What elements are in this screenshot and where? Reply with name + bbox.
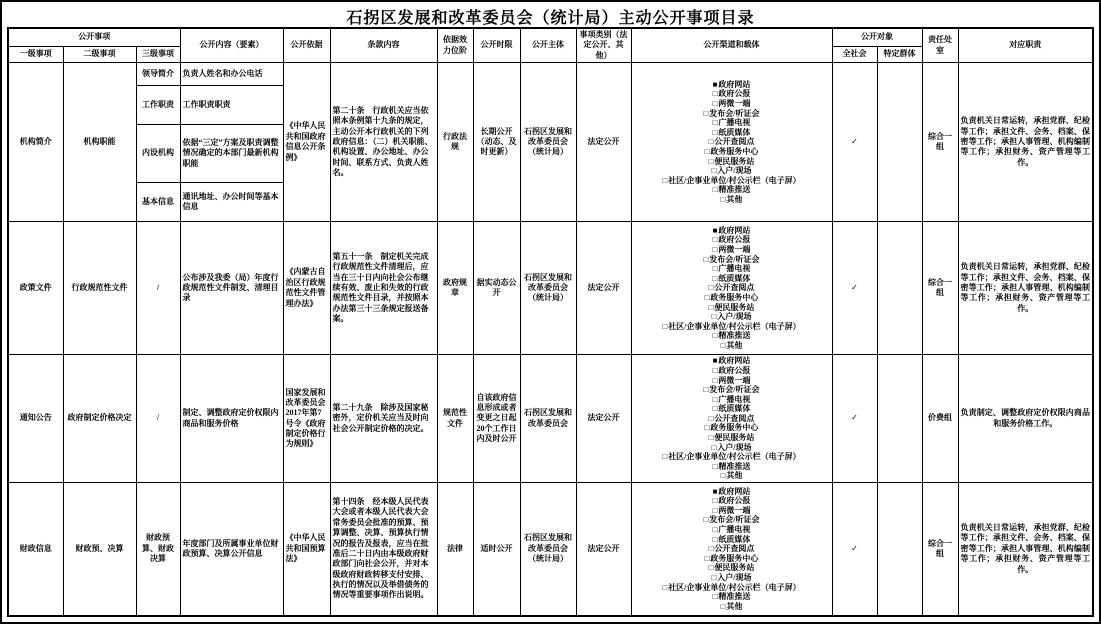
channel-item [634, 544, 830, 554]
checkbox-unchecked-icon: □ [711, 166, 717, 176]
cell-level1: 政策文件 [8, 222, 63, 355]
checkbox-unchecked-icon: □ [704, 423, 710, 433]
channel-label: 政务服务中心 [710, 292, 759, 302]
channel-item [634, 157, 830, 167]
channel-label: 政府网站 [718, 225, 751, 235]
header-clause: 条款内容 [330, 28, 437, 63]
channel-label: 政府公报 [718, 496, 751, 506]
channel-label: 入户/现场 [717, 572, 752, 582]
cell-time-limit: 长期公开（动态、及时更新） [473, 63, 520, 222]
channel-item [634, 471, 830, 481]
channel-item [634, 515, 830, 525]
channel-label: 便民服务站 [714, 302, 755, 312]
cell-clause: 第二十条 行政机关应当依照本条例第十九条的规定，主动公开本行政机关的下列政府信息：（二）机关职能、机构设置、办公地址、办公时间、联系方式、负责人姓名。 [330, 63, 437, 222]
header-content: 公开内容（要素） [180, 28, 283, 63]
checkbox-unchecked-icon: □ [720, 601, 726, 611]
channels-list [634, 356, 830, 481]
disclosure-table [7, 27, 1094, 617]
checkbox-unchecked-icon: □ [712, 375, 718, 385]
header-category: 事项类别（法定公开、其他） [576, 28, 631, 63]
channel-label: 政务服务中心 [710, 423, 759, 433]
channel-item [634, 255, 830, 265]
cell-level3: 工作职责 [136, 86, 180, 125]
channel-label: 两微一端 [718, 505, 751, 515]
checkbox-unchecked-icon: □ [720, 194, 726, 204]
channel-item [634, 185, 830, 195]
channel-label: 入户/现场 [717, 166, 752, 176]
channel-label: 纸质媒体 [718, 534, 751, 544]
channels-list [634, 487, 830, 612]
channel-item [634, 264, 830, 274]
channel-item [634, 452, 830, 462]
cell-content: 依据“三定”方案及职责调整情况确定的本部门最新机构职能 [180, 125, 283, 183]
channel-item [634, 433, 830, 443]
channel-label: 社区/企事业单位/村公示栏（电子屏） [668, 582, 801, 592]
checkbox-unchecked-icon: □ [712, 235, 718, 245]
checkbox-unchecked-icon: □ [662, 582, 668, 592]
channel-item [634, 525, 830, 535]
cell-department: 价费组 [922, 355, 958, 483]
channel-label: 其他 [726, 471, 743, 481]
cell-content: 负责人姓名和办公电话 [180, 63, 283, 86]
channel-label: 社区/企事业单位/村公示栏（电子屏） [668, 321, 801, 331]
cell-category: 法定公开 [576, 483, 631, 616]
cell-level2: 行政规范性文件 [63, 222, 136, 355]
cell-department: 综合一组 [922, 222, 958, 355]
checkbox-checked-icon: ■ [712, 79, 718, 89]
channel-label: 两微一端 [718, 375, 751, 385]
cell-level1: 通知公告 [8, 355, 63, 483]
cell-subject: 石拐区发展和改革委员会 [520, 355, 576, 483]
channel-item [634, 109, 830, 119]
checkbox-unchecked-icon: □ [711, 312, 717, 322]
channel-item [634, 303, 830, 313]
cell-level2: 政府制定价格决定 [63, 355, 136, 483]
header-level2: 二级事项 [63, 46, 136, 62]
checkbox-unchecked-icon: □ [708, 433, 714, 443]
channel-item [634, 341, 830, 351]
header-specific-group: 特定群体 [877, 46, 922, 62]
checkbox-unchecked-icon: □ [662, 175, 668, 185]
header-level3: 三级事项 [136, 46, 180, 62]
checkbox-unchecked-icon: □ [703, 515, 709, 525]
checkbox-unchecked-icon: □ [712, 365, 718, 375]
checkbox-unchecked-icon: □ [704, 553, 710, 563]
checkbox-unchecked-icon: □ [712, 245, 718, 254]
checkbox-unchecked-icon: □ [712, 273, 718, 283]
channel-label: 精准推送 [718, 185, 751, 195]
channel-item [634, 592, 830, 602]
channel-item [634, 462, 830, 472]
checkbox-unchecked-icon: □ [712, 592, 718, 602]
cell-effect-level: 法律 [437, 483, 473, 616]
channels-list [634, 80, 830, 205]
cell-category: 法定公开 [576, 63, 631, 222]
checkbox-unchecked-icon: □ [711, 442, 717, 452]
cell-content: 工作职责职责 [180, 86, 283, 125]
checkbox-unchecked-icon: □ [704, 292, 710, 302]
channel-label: 公开查阅点 [714, 413, 755, 423]
checkbox-unchecked-icon: □ [662, 321, 668, 331]
header-basis: 公开依据 [283, 28, 330, 63]
checkbox-unchecked-icon: □ [703, 254, 709, 264]
cell-channels [631, 483, 832, 616]
cell-clause: 第二十九条 除涉及国家秘密外，定价机关应当及时向社会公开制定价格的决定。 [330, 355, 437, 483]
cell-duty: 负责机关日常运转，承担党群、纪检等工作；承担文件、会务、档案、保密等工作；承担人事管理、机构编制等工作；承担财务、资产管理等工作。 [958, 483, 1093, 616]
cell-content: 年度部门及所属事业单位财政预算、决算公开信息 [180, 483, 283, 616]
channel-label: 政府网站 [718, 486, 751, 496]
channel-item [634, 376, 830, 386]
channel-label: 公开查阅点 [714, 283, 755, 293]
channel-label: 发布会/听证会 [709, 254, 760, 264]
channel-item [634, 128, 830, 138]
checkbox-unchecked-icon: □ [708, 137, 714, 147]
channel-label: 公开查阅点 [714, 544, 755, 554]
channel-label: 政府公报 [718, 89, 751, 99]
channel-label: 公开查阅点 [714, 137, 755, 147]
cell-basis: 《内蒙古自治区行政规范性文件管理办法》 [283, 222, 330, 355]
header-all-society: 全社会 [832, 46, 877, 62]
cell-basis: 国家发展和改革委员会2017年第7号令《政府制定价格行为规则》 [283, 355, 330, 483]
channel-item [634, 226, 830, 236]
checkbox-unchecked-icon: □ [712, 118, 718, 128]
checkbox-unchecked-icon: □ [712, 404, 718, 414]
channel-item [634, 293, 830, 303]
channel-label: 政府网站 [718, 356, 751, 366]
cell-time-limit: 自该政府信息形成或者变更之日起20个工作日内及时公开 [473, 355, 520, 483]
channel-item [634, 99, 830, 109]
table-row [8, 355, 1093, 483]
checkbox-checked-icon: ■ [712, 225, 718, 235]
channel-label: 其他 [726, 601, 743, 611]
cell-level1: 财政信息 [8, 483, 63, 616]
checkbox-unchecked-icon: □ [712, 264, 718, 274]
channel-item [634, 506, 830, 516]
cell-level3: / [136, 355, 180, 483]
channel-item [634, 385, 830, 395]
cell-subject: 石拐区发展和改革委员会（统计局） [520, 222, 576, 355]
checkbox-unchecked-icon: □ [711, 572, 717, 582]
checkbox-unchecked-icon: □ [712, 496, 718, 506]
channel-item [634, 573, 830, 583]
cell-level1: 机构简介 [8, 63, 63, 222]
channel-label: 便民服务站 [714, 433, 755, 443]
channel-label: 其他 [726, 340, 743, 350]
channel-item [634, 404, 830, 414]
channel-label: 政务服务中心 [710, 553, 759, 563]
cell-channels [631, 355, 832, 483]
checkbox-unchecked-icon: □ [712, 127, 718, 137]
channel-item [634, 563, 830, 573]
checkbox-unchecked-icon: □ [712, 394, 718, 404]
cell-category: 法定公开 [576, 355, 631, 483]
cell-level2: 机构职能 [63, 63, 136, 222]
channel-label: 便民服务站 [714, 563, 755, 573]
checkbox-unchecked-icon: □ [712, 185, 718, 195]
cell-clause: 第十四条 经本级人民代表大会或者本级人民代表大会常务委员会批准的预算、预算调整、决算、预算执行情况的报告及报表，应当在批准后二十日内由本级政府财政部门向社会公开，并对本级政府财政转移支付安排、执行的情况以及举借债务的情况等重要事项作出说明。 [330, 483, 437, 616]
checkbox-unchecked-icon: □ [720, 471, 726, 481]
channel-item [634, 366, 830, 376]
cell-duty: 负责制定、调整政府定价权限内商品和服务价格工作。 [958, 355, 1093, 483]
table-row [8, 63, 1093, 86]
channels-list [634, 226, 830, 351]
channel-label: 其他 [726, 194, 743, 204]
channel-item [634, 602, 830, 612]
header-time-limit: 公开时限 [473, 28, 520, 63]
checkbox-unchecked-icon: □ [712, 534, 718, 544]
cell-content: 公布涉及我委（局）年度行政规范性文件制发、清理目录 [180, 222, 283, 355]
channel-item [634, 331, 830, 341]
cell-department: 综合一组 [922, 483, 958, 616]
checkbox-unchecked-icon: □ [704, 146, 710, 156]
channel-item [634, 195, 830, 205]
cell-all-society: ✓ [832, 63, 877, 222]
header-subject: 公开主体 [520, 28, 576, 63]
checkbox-unchecked-icon: □ [708, 283, 714, 293]
channel-label: 社区/企事业单位/村公示栏（电子屏） [668, 175, 801, 185]
channel-label: 精准推送 [718, 592, 751, 602]
channel-label: 纸质媒体 [718, 127, 751, 137]
channel-label: 入户/现场 [717, 442, 752, 452]
cell-specific-group [877, 483, 922, 616]
cell-basis: 《中华人民共和国预算法》 [283, 483, 330, 616]
cell-department: 综合一组 [922, 63, 958, 222]
cell-duty: 负责机关日常运转，承担党群、纪检等工作；承担文件、会务、档案、保密等工作；承担人事管理、机构编制等工作；承担财务、资产管理等工作。 [958, 63, 1093, 222]
cell-specific-group [877, 222, 922, 355]
checkbox-unchecked-icon: □ [712, 461, 718, 471]
cell-level3: 领导简介 [136, 63, 180, 86]
channel-item [634, 496, 830, 506]
cell-level2: 财政预、决算 [63, 483, 136, 616]
cell-all-society: ✓ [832, 483, 877, 616]
channel-item [634, 356, 830, 366]
cell-effect-level: 行政法规 [437, 63, 473, 222]
channel-item [634, 283, 830, 293]
channel-label: 便民服务站 [714, 156, 755, 166]
channel-item [634, 245, 830, 255]
cell-time-limit: 适时公开 [473, 483, 520, 616]
checkbox-unchecked-icon: □ [708, 302, 714, 312]
cell-content: 制定、调整政府定价权限内商品和服务价格 [180, 355, 283, 483]
cell-effect-level: 规范性文件 [437, 355, 473, 483]
channel-label: 广播电视 [718, 118, 751, 128]
cell-effect-level: 政府规章 [437, 222, 473, 355]
channel-item [634, 535, 830, 545]
channel-label: 广播电视 [718, 524, 751, 534]
cell-specific-group [877, 63, 922, 222]
channel-item [634, 554, 830, 564]
channel-label: 发布会/听证会 [709, 385, 760, 395]
channel-label: 社区/企事业单位/村公示栏（电子屏） [668, 452, 801, 462]
channel-label: 政府公报 [718, 235, 751, 245]
cell-content: 通讯地址、办公时间等基本信息 [180, 183, 283, 222]
channel-item [634, 89, 830, 99]
channel-item [634, 166, 830, 176]
cell-basis: 《中华人民共和国政府信息公开条例》 [283, 63, 330, 222]
checkbox-unchecked-icon: □ [708, 156, 714, 166]
cell-all-society: ✓ [832, 222, 877, 355]
channel-item [634, 395, 830, 405]
cell-level3: 基本信息 [136, 183, 180, 222]
channel-label: 纸质媒体 [718, 404, 751, 414]
channel-item [634, 176, 830, 186]
cell-subject: 石拐区发展和改革委员会（统计局） [520, 63, 576, 222]
channel-item [634, 147, 830, 157]
channel-label: 发布会/听证会 [709, 515, 760, 525]
channel-item [634, 583, 830, 593]
checkbox-unchecked-icon: □ [662, 452, 668, 462]
checkbox-unchecked-icon: □ [703, 108, 709, 118]
channel-item [634, 322, 830, 332]
cell-channels [631, 63, 832, 222]
cell-level3: / [136, 222, 180, 355]
channel-item [634, 80, 830, 90]
checkbox-unchecked-icon: □ [712, 505, 718, 515]
channel-item [634, 235, 830, 245]
cell-clause: 第五十一条 制定机关完成行政规范性文件清理后，应当在三十日内向社会公布继续有效、废止和失效的行政规范性文件目录，并按照本办法第三十三条规定报送备案。 [330, 222, 437, 355]
checkbox-checked-icon: ■ [712, 486, 718, 496]
channel-item [634, 443, 830, 453]
channel-label: 两微一端 [718, 99, 751, 108]
channel-label: 精准推送 [718, 461, 751, 471]
header-audience: 公开对象 [832, 28, 922, 46]
checkbox-unchecked-icon: □ [712, 89, 718, 99]
channel-label: 两微一端 [718, 245, 751, 254]
channel-item [634, 312, 830, 322]
cell-duty: 负责机关日常运转，承担党群、纪检等工作；承担文件、会务、档案、保密等工作；承担人事管理、机构编制等工作；承担财务、资产管理等工作。 [958, 222, 1093, 355]
channel-label: 精准推送 [718, 331, 751, 341]
cell-all-society: ✓ [832, 355, 877, 483]
table-row [8, 222, 1093, 355]
header-department: 责任处室 [922, 28, 958, 63]
cell-specific-group [877, 355, 922, 483]
header-public-item: 公开事项 [8, 28, 180, 46]
header-effect-level: 依据效力位阶 [437, 28, 473, 63]
channel-label: 发布会/听证会 [709, 108, 760, 118]
channel-label: 政府网站 [718, 79, 751, 89]
channel-item [634, 137, 830, 147]
checkbox-unchecked-icon: □ [712, 99, 718, 108]
checkbox-unchecked-icon: □ [708, 563, 714, 573]
checkbox-unchecked-icon: □ [712, 524, 718, 534]
channel-item [634, 423, 830, 433]
channel-item [634, 118, 830, 128]
checkbox-unchecked-icon: □ [703, 385, 709, 395]
page-title: 石拐区发展和改革委员会（统计局）主动公开事项目录 [346, 10, 755, 27]
header-level1: 一级事项 [8, 46, 63, 62]
channel-label: 广播电视 [718, 394, 751, 404]
channel-label: 政府公报 [718, 365, 751, 375]
channel-label: 入户/现场 [717, 312, 752, 322]
cell-channels [631, 222, 832, 355]
cell-level3: 内设机构 [136, 125, 180, 183]
header-channels: 公开渠道和载体 [631, 28, 832, 63]
cell-level3: 财政预算、财政决算 [136, 483, 180, 616]
channel-item [634, 487, 830, 497]
channel-label: 纸质媒体 [718, 273, 751, 283]
channel-item [634, 274, 830, 284]
channel-label: 政务服务中心 [710, 146, 759, 156]
channel-label: 广播电视 [718, 264, 751, 274]
checkbox-checked-icon: ■ [712, 356, 718, 366]
checkbox-unchecked-icon: □ [708, 413, 714, 423]
table-row [8, 483, 1093, 616]
header-duty: 对应职责 [958, 28, 1093, 63]
cell-category: 法定公开 [576, 222, 631, 355]
checkbox-unchecked-icon: □ [708, 544, 714, 554]
cell-time-limit: 据实动态公开 [473, 222, 520, 355]
checkbox-unchecked-icon: □ [720, 340, 726, 350]
cell-subject: 石拐区发展和改革委员会（统计局） [520, 483, 576, 616]
checkbox-unchecked-icon: □ [712, 331, 718, 341]
